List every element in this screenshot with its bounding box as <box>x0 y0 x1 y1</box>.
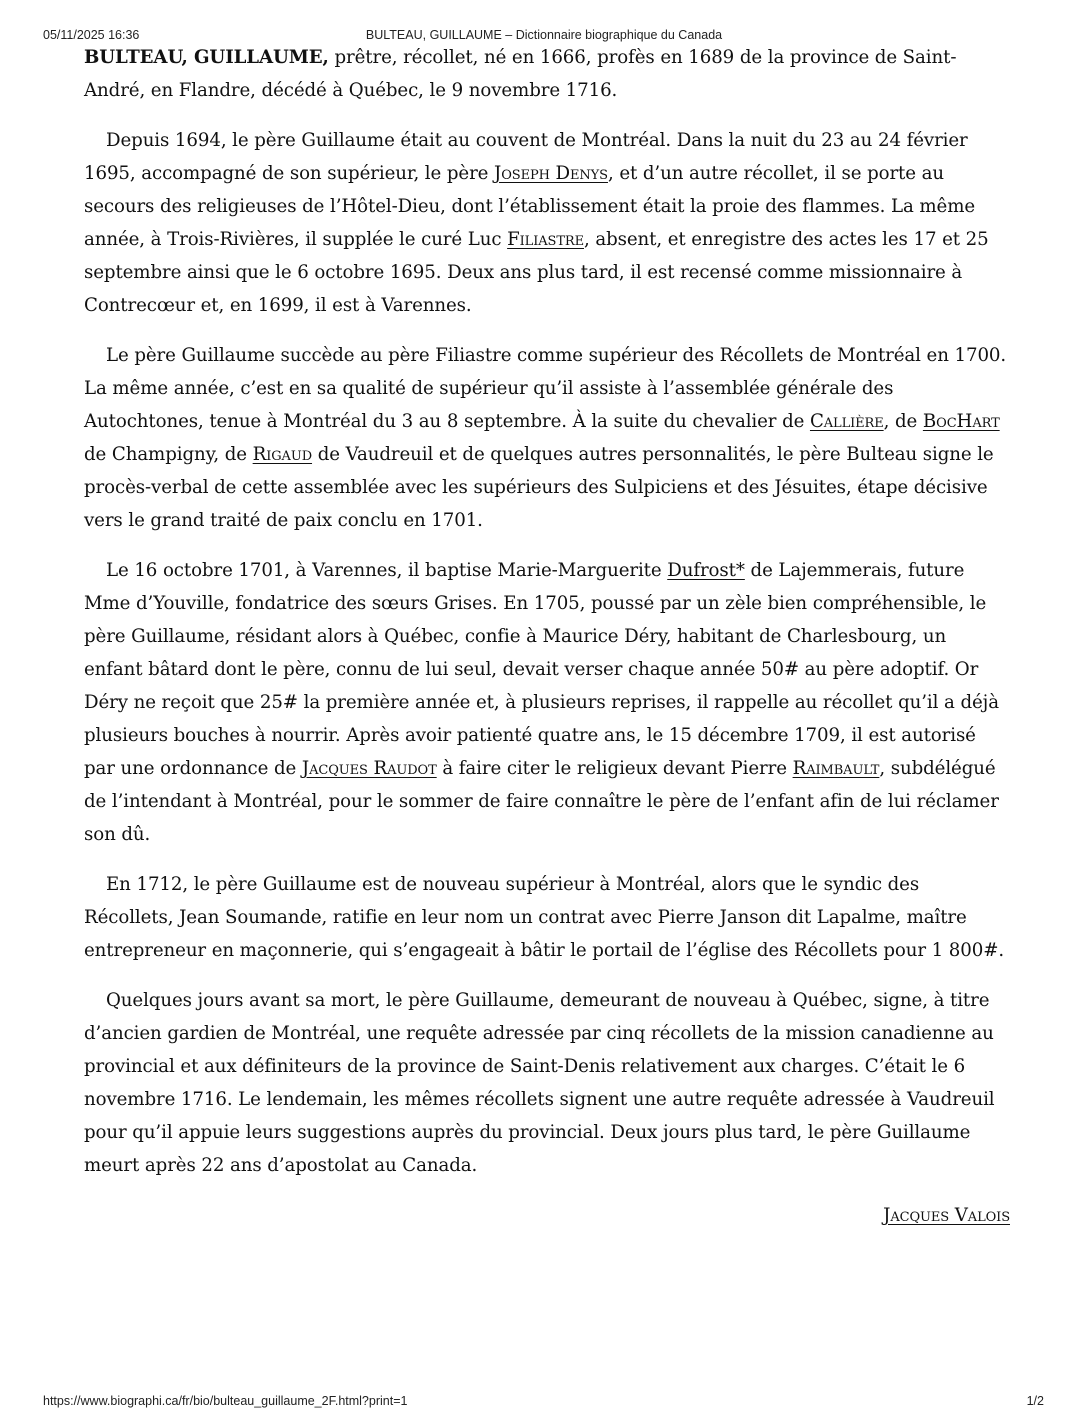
author-signature <box>84 1199 1010 1232</box>
biography-article <box>84 41 1010 1232</box>
text-span: Le 16 octobre 1701, à Varennes, il baptise Marie-Marguerite <box>106 560 668 581</box>
link-dufrost[interactable]: Dufrost* <box>667 560 745 581</box>
text-span: , et d’un autre récollet, il se porte au secours des religieuses de l’Hôtel-Dieu, dont l’établissement était la proie des flammes. La même année, à Trois-Rivières, il supplée le curé Luc <box>84 163 976 250</box>
paragraph-intro <box>84 41 1010 107</box>
text-span: , absent, et enregistre des actes les 17 et 25 septembre ainsi que le 6 octobre 1695. Deux ans plus tard, il est recensé comme missionnaire à Contrecœur et, en 1699, il est à Varennes. <box>84 229 989 316</box>
paragraph-3 <box>84 339 1010 537</box>
text-span: de Champigny, de <box>84 444 253 465</box>
print-header-datetime: 05/11/2025 16:36 <box>43 28 140 42</box>
link-author-jacques-valois[interactable]: Jacques Valois <box>883 1205 1010 1226</box>
text-span: Depuis 1694, le père Guillaume était au couvent de Montréal. Dans la nuit du 23 au 24 février 1695, accompagné de son supérieur, le père <box>84 130 968 184</box>
paragraph-2 <box>84 124 1010 322</box>
link-bochart[interactable]: BocHart <box>922 411 1000 432</box>
print-header-title: BULTEAU, GUILLAUME – Dictionnaire biographique du Canada <box>365 28 723 42</box>
intro-text: prêtre, récollet, né en 1666, profès en 1689 de la province de Saint-André, en Flandre, décédé à Québec, le 9 novembre 1716. <box>84 47 957 101</box>
link-raimbault[interactable]: Raimbault <box>792 758 880 779</box>
text-span: Le père Guillaume succède au père Filiastre comme supérieur des Récollets de Montréal en 1700. La même année, c’est en sa qualité de supérieur qu’il assiste à l’assemblée générale des Autochtones, tenue à Montréal du 3 au 8 septembre. À la suite du chevalier de <box>84 345 1007 432</box>
paragraph-6: Quelques jours avant sa mort, le père Guillaume, demeurant de nouveau à Québec, signe, à titre d’ancien gardien de Montréal, une requête adressée par cinq récollets de la mission canadienne au provincial et aux définiteurs de la province de Saint-Denis relativement aux charges. C’était le 6 novembre 1716. Le lendemain, les mêmes récollets signent une autre requête adressée à Vaudreuil pour qu’il appuie leurs suggestions auprès du provincial. Deux jours plus tard, le père Guillaume meurt après 22 ans d’apostolat au Canada. <box>84 990 995 1176</box>
link-calliere[interactable]: Callière <box>809 411 884 432</box>
link-jacques-raudot[interactable]: Jacques Raudot <box>301 758 437 779</box>
print-footer-page-number: 1/2 <box>1026 1394 1044 1408</box>
text-span: de Vaudreuil et de quelques autres personnalités, le père Bulteau signe le procès-verbal de cette assemblée avec les supérieurs des Sulpiciens et des Jésuites, étape décisive vers le grand traité de paix conclu en 1701. <box>84 444 994 531</box>
link-joseph-denys[interactable]: Joseph Denys <box>494 163 608 184</box>
paragraph-5: En 1712, le père Guillaume est de nouveau supérieur à Montréal, alors que le syndic des Récollets, Jean Soumande, ratifie en leur nom un contrat avec Pierre Janson dit Lapalme, maître entrepreneur en maçonnerie, qui s’engageait à bâtir le portail de l’église des Récollets pour 1 800#. <box>84 874 1005 961</box>
link-rigaud[interactable]: Rigaud <box>252 444 313 465</box>
text-span: , subdélégué de l’intendant à Montréal, pour le sommer de faire connaître le père de l’enfant afin de lui réclamer son dû. <box>84 758 999 845</box>
paragraph-4 <box>84 554 1010 851</box>
print-footer-url: https://www.biographi.ca/fr/bio/bulteau_guillaume_2F.html?print=1 <box>43 1394 408 1408</box>
text-span: de Lajemmerais, future Mme d’Youville, fondatrice des sœurs Grises. En 1705, poussé par un zèle bien compréhensible, le père Guillaume, résidant alors à Québec, confie à Maurice Déry, habitant de Charlesbourg, un enfant bâtard dont le père, connu de lui seul, devait verser chaque année 50# au père adoptif. Or Déry ne reçoit que 25# la première année et, à plusieurs reprises, il rappelle au récollet qu’il a déjà plusieurs bouches à nourrir. Après avoir patienté quatre ans, le 15 décembre 1709, il est autorisé par une ordonnance de <box>84 560 999 779</box>
text-span: à faire citer le religieux devant Pierre <box>436 758 793 779</box>
subject-name: BULTEAU, GUILLAUME, <box>84 47 329 68</box>
link-filiastre[interactable]: Filiastre <box>507 229 584 250</box>
text-span: , de <box>883 411 923 432</box>
